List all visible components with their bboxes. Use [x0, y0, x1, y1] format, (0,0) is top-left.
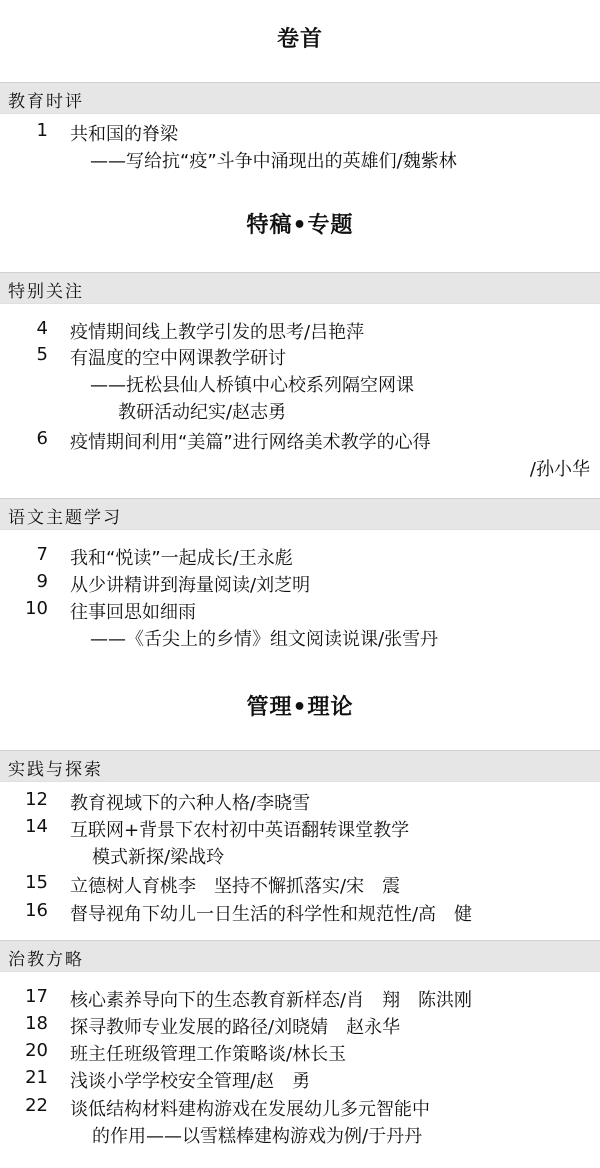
entry-title: 从少讲精讲到海量阅读/刘芝明: [70, 575, 311, 596]
toc-entry-subtitle: [0, 371, 600, 397]
toc-entry-cont: [0, 843, 600, 869]
category-label: 语文主题学习: [8, 508, 122, 528]
toc-entry-subtitle: [0, 147, 600, 173]
page-number: 12: [25, 789, 48, 810]
toc-entry[interactable]: [0, 598, 600, 624]
page-number: 4: [36, 318, 48, 339]
section-title: 特稿•专题: [246, 213, 354, 238]
toc-entry[interactable]: [0, 789, 600, 815]
entry-title: 疫情期间线上教学引发的思考/吕艳萍: [70, 322, 365, 343]
toc-entry[interactable]: [0, 1013, 600, 1039]
entry-title: 谈低结构材料建构游戏在发展幼儿多元智能中: [70, 1099, 430, 1120]
toc-entry[interactable]: [0, 900, 600, 926]
category-header: [0, 940, 600, 972]
toc-entry[interactable]: [0, 120, 600, 146]
entry-title: 互联网+背景下农村初中英语翻转课堂教学: [70, 820, 410, 841]
entry-author: /孙小华: [529, 459, 590, 480]
page-number: 10: [25, 598, 48, 619]
entry-title-cont: 的作用——以雪糕棒建构游戏为例/于丹丹: [92, 1126, 423, 1147]
category-header: [0, 750, 600, 782]
page-number: 21: [25, 1067, 48, 1088]
toc-entry[interactable]: [0, 344, 600, 370]
entry-subtitle: ——抚松县仙人桥镇中心校系列隔空网课: [90, 375, 414, 396]
entry-title: 教育视域下的六种人格/李晓雪: [70, 793, 311, 814]
page-number: 15: [25, 872, 48, 893]
toc-entry[interactable]: [0, 571, 600, 597]
category-label: 治教方略: [8, 950, 84, 970]
toc-entry-subtitle: [0, 625, 600, 651]
toc-entry[interactable]: [0, 816, 600, 842]
entry-subtitle: ——《舌尖上的乡情》组文阅读说课/张雪丹: [90, 629, 439, 650]
category-header: [0, 272, 600, 304]
entry-title: 疫情期间利用“美篇”进行网络美术教学的心得: [70, 432, 431, 453]
page-number: 9: [36, 571, 48, 592]
page-number: 20: [25, 1040, 48, 1061]
section-title: 卷首: [276, 27, 323, 52]
toc-entry[interactable]: [0, 986, 600, 1012]
page-number: 6: [36, 428, 48, 449]
category-label: 实践与探索: [8, 760, 103, 780]
entry-subtitle: ——写给抗“疫”斗争中涌现出的英雄们/魏紫林: [90, 151, 457, 172]
section-title: 管理•理论: [246, 695, 354, 720]
toc-entry[interactable]: [0, 428, 600, 454]
toc-entry-subtitle: [0, 398, 600, 424]
page-number: 14: [25, 816, 48, 837]
toc-entry[interactable]: [0, 318, 600, 344]
page-number: 7: [36, 544, 48, 565]
entry-title: 探寻教师专业发展的路径/刘晓婧 赵永华: [70, 1017, 401, 1038]
category-label: 特别关注: [8, 282, 84, 302]
entry-title: 我和“悦读”一起成长/王永彪: [70, 548, 293, 569]
page-number: 17: [25, 986, 48, 1007]
entry-title-cont: 模式新探/梁战玲: [92, 847, 225, 868]
page-number: 1: [36, 120, 48, 141]
entry-title: 核心素养导向下的生态教育新样态/肖 翔 陈洪刚: [70, 990, 473, 1011]
toc-entry[interactable]: [0, 872, 600, 898]
toc-entry[interactable]: [0, 1067, 600, 1093]
toc-entry-author: [0, 455, 600, 481]
category-label: 教育时评: [8, 92, 84, 112]
entry-subtitle-cont: 教研活动纪实/赵志勇: [118, 402, 287, 423]
toc-entry-cont: [0, 1122, 600, 1148]
entry-title: 共和国的脊梁: [70, 124, 178, 145]
page-number: 18: [25, 1013, 48, 1034]
entry-title: 浅谈小学学校安全管理/赵 勇: [70, 1071, 311, 1092]
entry-title: 往事回思如细雨: [70, 602, 196, 623]
category-header: [0, 82, 600, 114]
entry-title: 有温度的空中网课教学研讨: [70, 348, 286, 369]
toc-entry[interactable]: [0, 1040, 600, 1066]
category-header: [0, 498, 600, 530]
toc-entry[interactable]: [0, 1095, 600, 1121]
entry-title: 督导视角下幼儿一日生活的科学性和规范性/高 健: [70, 904, 473, 925]
entry-title: 立德树人育桃李 坚持不懈抓落实/宋 震: [70, 876, 401, 897]
toc-entry[interactable]: [0, 544, 600, 570]
page-number: 16: [25, 900, 48, 921]
entry-title: 班主任班级管理工作策略谈/林长玉: [70, 1044, 347, 1065]
page-number: 5: [36, 344, 48, 365]
page-number: 22: [25, 1095, 48, 1116]
